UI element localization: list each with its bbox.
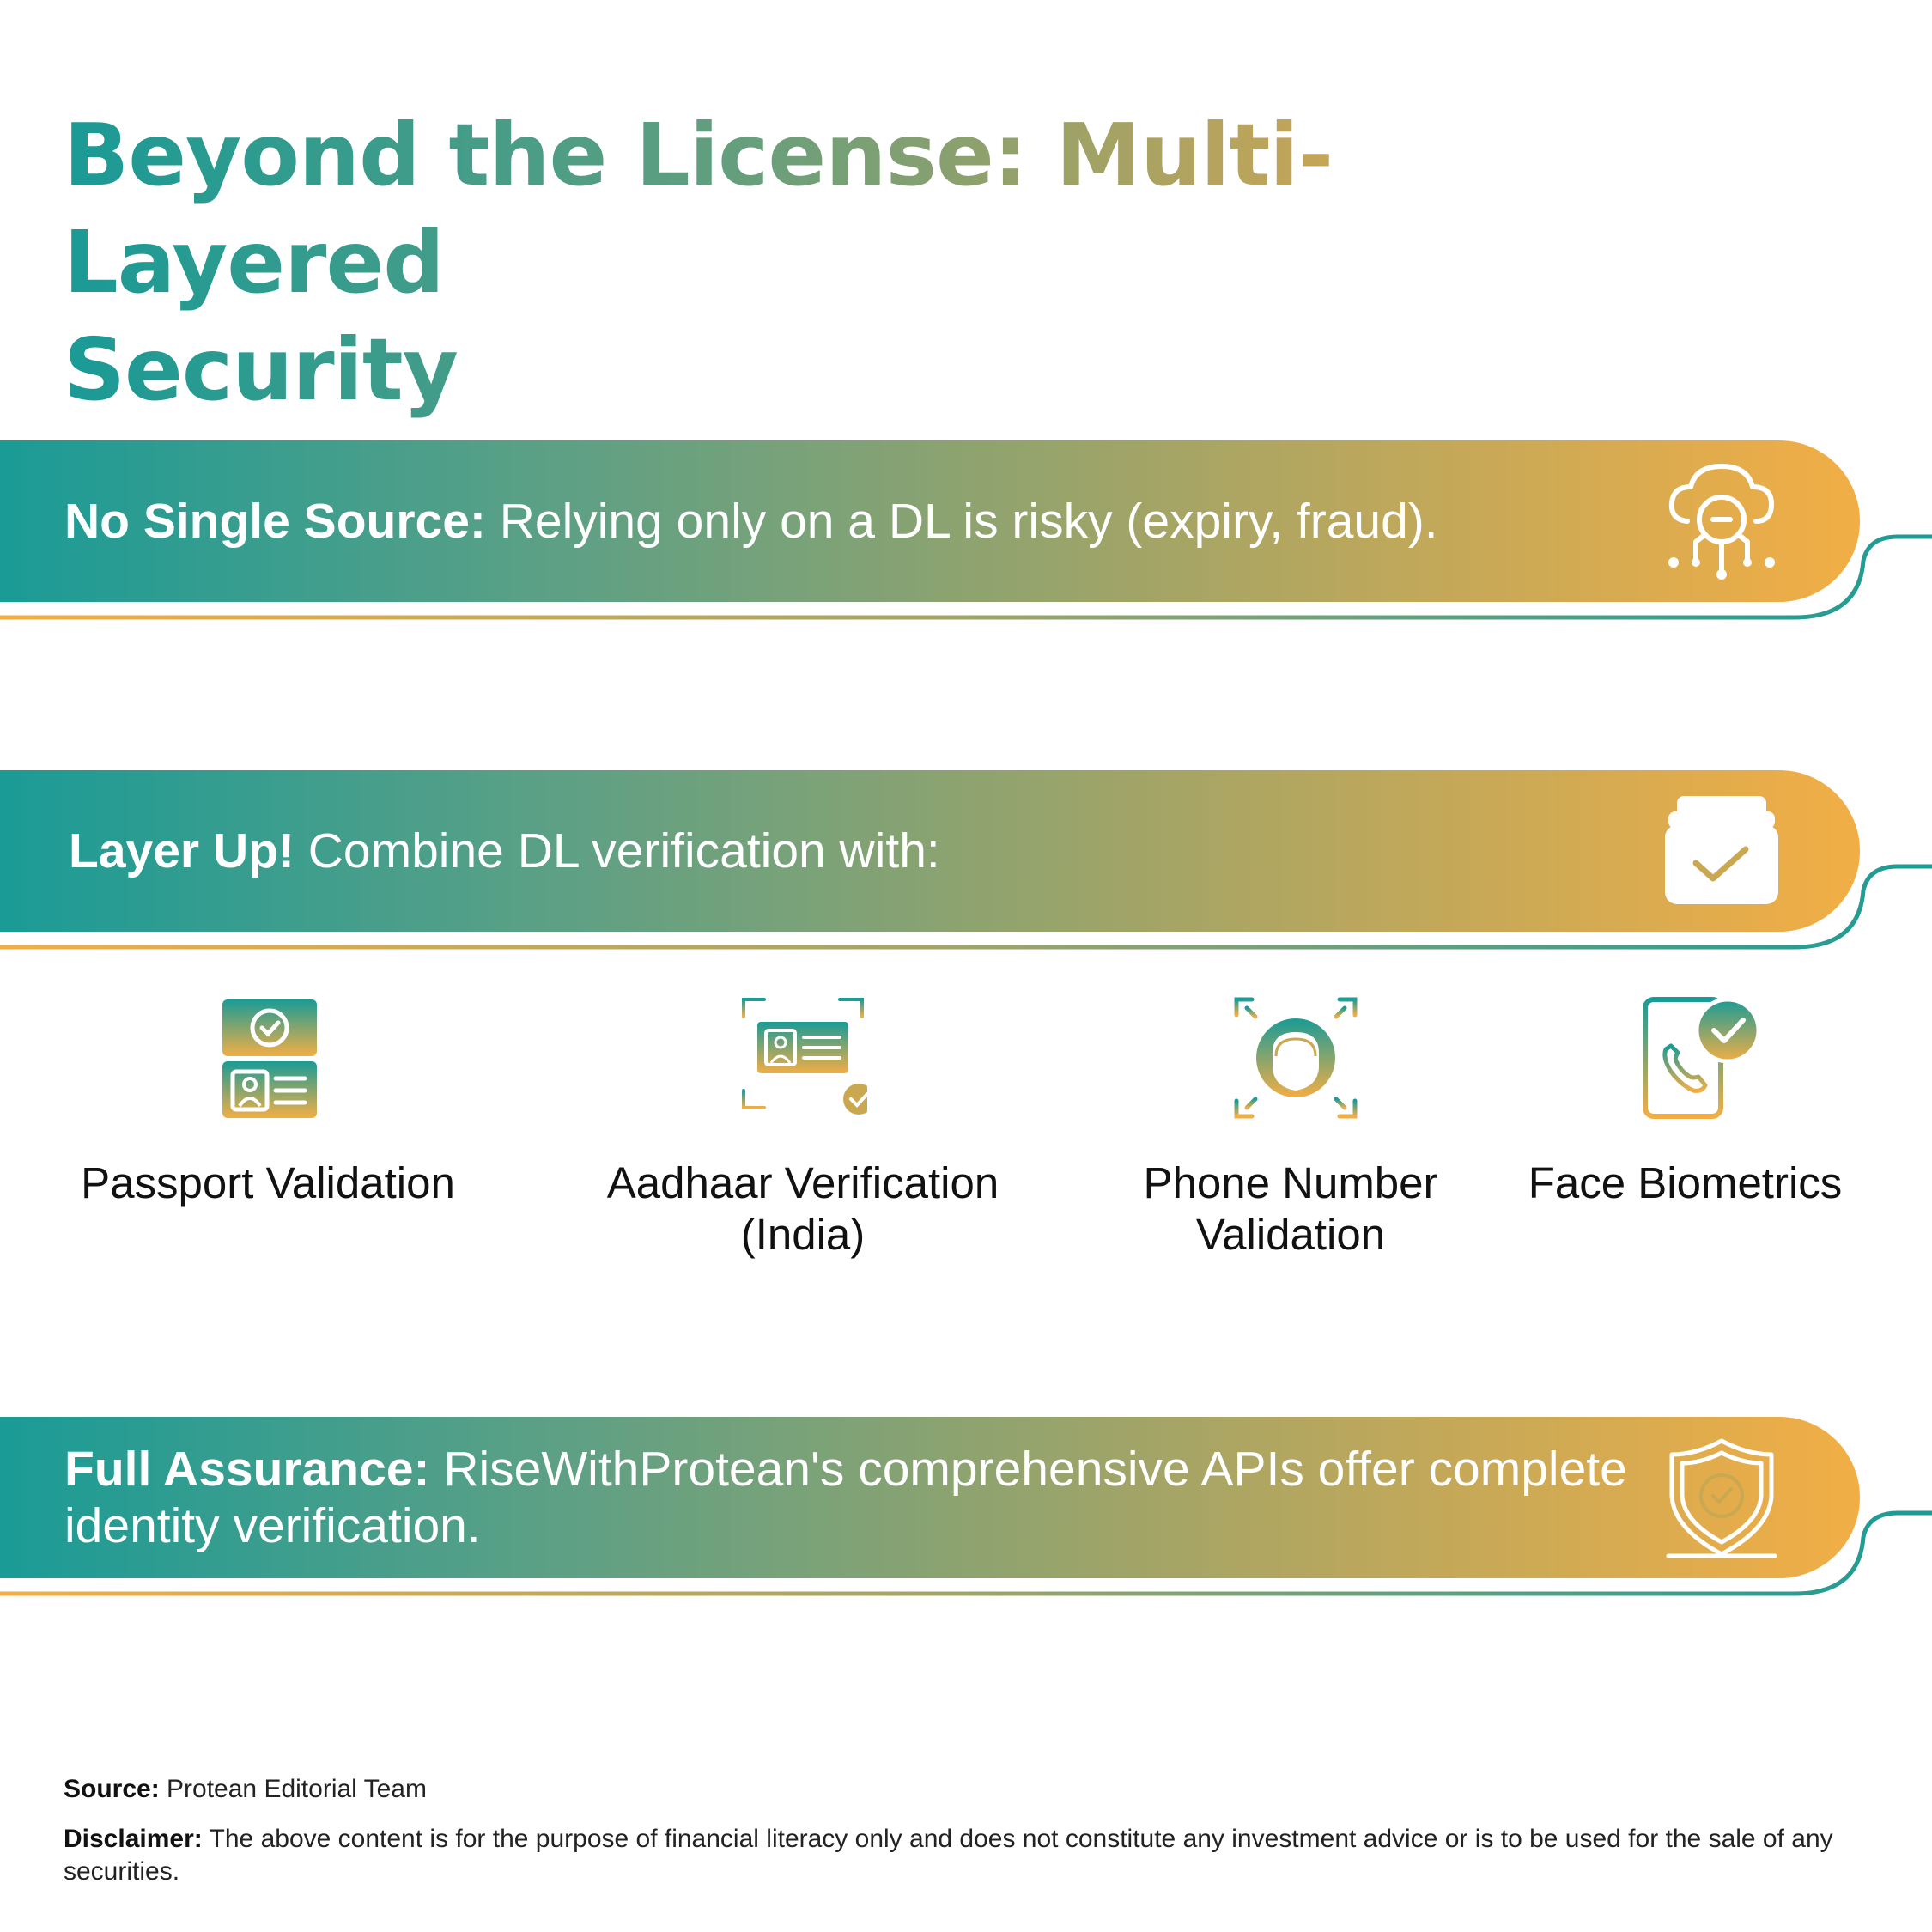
source-note: [64, 1773, 1884, 1806]
feature-label-face: Face Biometrics: [1528, 1158, 1843, 1207]
feature-label-passport: Passport Validation: [81, 1158, 455, 1207]
passport-icon: [204, 996, 332, 1121]
disclaimer-text: The above content is for the purpose of financial literacy only and does not constitute any investment advice or is to be used for the sale of any securities.: [64, 1825, 1833, 1886]
feature-label-phone-text: Phone Number Validation: [1143, 1158, 1438, 1259]
band-lead: Layer Up!: [69, 823, 295, 878]
band-text: [69, 770, 1631, 932]
band-lead: No Single Source:: [64, 494, 486, 549]
band-body: Combine DL verification with:: [294, 823, 940, 878]
shield-check-icon: [1662, 1436, 1782, 1559]
title-line-1: Beyond the License: Multi-Layered: [64, 105, 1334, 313]
title-line-2: Security: [64, 319, 458, 420]
band-text: [64, 1417, 1627, 1578]
band-full-assurance: [0, 1417, 1932, 1606]
band-lead: Full Assurance:: [64, 1442, 430, 1497]
face-scan-icon: [1231, 996, 1360, 1121]
disclaimer-note: [64, 1823, 1884, 1888]
page-title: [64, 101, 1695, 423]
band-layer-up: [0, 770, 1932, 959]
source-label: Source:: [64, 1775, 160, 1803]
folder-check-icon: [1662, 789, 1782, 913]
band-text: [64, 440, 1627, 602]
band-no-single-source: [0, 440, 1932, 629]
feature-label-aadhaar: [562, 1157, 1043, 1261]
cloud-network-icon: [1662, 459, 1782, 583]
band-body: RiseWithProtean's comprehensive APIs offer complete identity verification.: [64, 1442, 1627, 1553]
phone-check-icon: [1638, 996, 1767, 1121]
disclaimer-label: Disclaimer:: [64, 1825, 203, 1853]
source-text: Protean Editorial Team: [159, 1775, 427, 1803]
feature-label-aadhaar-text: Aadhaar Verification (India): [606, 1158, 999, 1259]
id-card-scan-icon: [738, 996, 867, 1121]
band-body: Relying only on a DL is risky (expiry, fraud).: [485, 494, 1438, 549]
